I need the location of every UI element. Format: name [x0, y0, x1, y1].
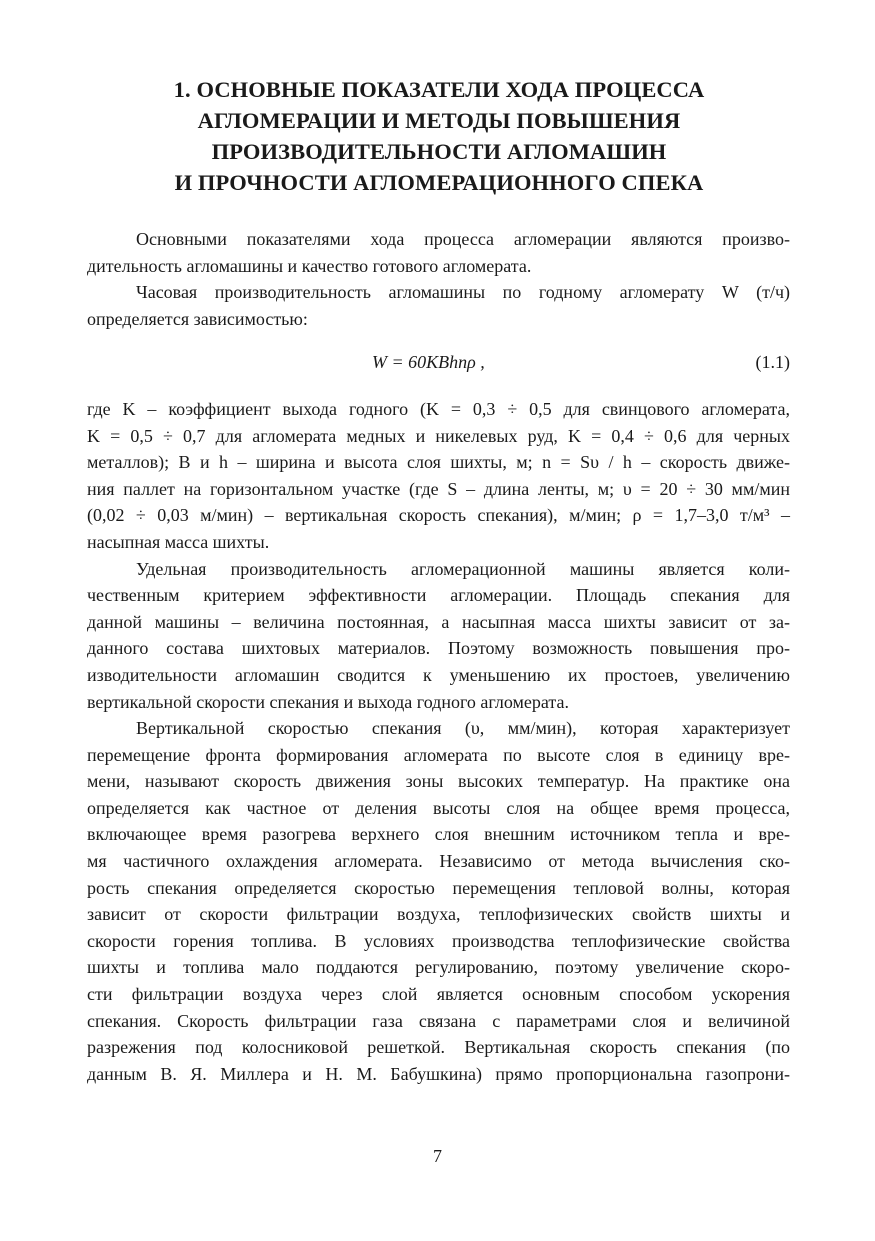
- title-line: И ПРОЧНОСТИ АГЛОМЕРАЦИОННОГО СПЕКА: [174, 170, 704, 195]
- text-line: K = 0,5 ÷ 0,7 для агломерата медных и никелевых руд, K = 0,4 ÷ 0,6 для черных: [87, 425, 790, 446]
- paragraph-5: [87, 715, 790, 1087]
- text-line: Вертикальной скоростью спекания (υ, мм/мин), которая характеризует: [136, 718, 790, 739]
- paragraph-4: [87, 556, 790, 716]
- title-line: АГЛОМЕРАЦИИ И МЕТОДЫ ПОВЫШЕНИЯ: [197, 108, 681, 133]
- text-line: где K – коэффициент выхода годного (K = 0,3 ÷ 0,5 для свинцового агломерата,: [87, 398, 790, 419]
- text-line: Основными показателями хода процесса агломерации являются произво-: [136, 229, 790, 249]
- text-line: рость спекания определяется скоростью перемещения тепловой волны, которая: [87, 877, 790, 898]
- text-line: (0,02 ÷ 0,03 м/мин) – вертикальная скорость спекания), м/мин; ρ = 1,7–3,0 т/м³ –: [87, 505, 790, 526]
- text-line: дительность агломашины и качество готового агломерата.: [87, 255, 532, 276]
- text-line: перемещение фронта формирования агломерата по высоте слоя в единицу вре-: [87, 744, 790, 765]
- chapter-title: [90, 74, 788, 198]
- text-line: вертикальной скорости спекания и выхода годного агломерата.: [87, 691, 569, 712]
- formula: W = 60KBhnρ ,: [372, 352, 485, 373]
- paragraph-1: [87, 226, 790, 279]
- text-line: включающее время разогрева верхнего слоя внешним источником тепла и вре-: [87, 824, 790, 845]
- text-line: насыпная масса шихты.: [87, 531, 270, 552]
- text-line: ния паллет на горизонтальном участке (где S – длина ленты, м; υ = 20 ÷ 30 мм/мин: [87, 478, 790, 499]
- text-line: данной машины – величина постоянная, а насыпная масса шихты зависит от за-: [87, 611, 790, 632]
- text-line: мя частичного охлаждения агломерата. Независимо от метода вычисления ско-: [87, 851, 790, 872]
- text-line: данного состава шихтовых материалов. Поэтому возможность повышения про-: [87, 638, 790, 659]
- text-line: мени, называют скорость движения зоны высоких температур. На практике она: [87, 771, 790, 792]
- formula-block: [87, 349, 790, 376]
- title-line: 1. ОСНОВНЫЕ ПОКАЗАТЕЛИ ХОДА ПРОЦЕССА: [173, 77, 705, 102]
- text-line: сти фильтрации воздуха через слой является основным способом ускорения: [87, 984, 790, 1005]
- text-line: определяется зависимостью:: [87, 308, 308, 329]
- text-line: зависит от скорости фильтрации воздуха, теплофизических свойств шихты и: [87, 904, 790, 925]
- text-line: спекания. Скорость фильтрации газа связана с параметрами слоя и величиной: [87, 1010, 790, 1031]
- text-line: чественным критерием эффективности агломерации. Площадь спекания для: [87, 585, 790, 606]
- paragraph-2: [87, 279, 790, 332]
- equation-number: (1.1): [755, 352, 790, 373]
- text-line: скорости горения топлива. В условиях производства теплофизические свойства: [87, 930, 790, 951]
- title-line: ПРОИЗВОДИТЕЛЬНОСТИ АГЛОМАШИН: [211, 139, 667, 164]
- text-line: разрежения под колосниковой решеткой. Вертикальная скорость спекания (по: [87, 1037, 790, 1058]
- text-line: данным В. Я. Миллера и Н. М. Бабушкина) прямо пропорциональна газопрони-: [87, 1063, 790, 1084]
- text-line: Удельная производительность агломерационной машины является коли-: [136, 558, 790, 579]
- text-line: шихты и топлива мало поддаются регулированию, поэтому увеличение скоро-: [87, 957, 790, 978]
- text-line: металлов); B и h – ширина и высота слоя шихты, м; n = Sυ / h – скорость движе-: [87, 452, 790, 473]
- page-number: 7: [433, 1146, 442, 1166]
- body-text: [87, 226, 790, 1087]
- text-line: изводительности агломашин сводится к уменьшению их простоев, увеличению: [87, 664, 790, 685]
- paragraph-3: [87, 396, 790, 556]
- text-line: определяется как частное от деления высоты слоя на общее время процесса,: [87, 797, 790, 818]
- text-line: Часовая производительность агломашины по годному агломерату W (т/ч): [136, 282, 790, 303]
